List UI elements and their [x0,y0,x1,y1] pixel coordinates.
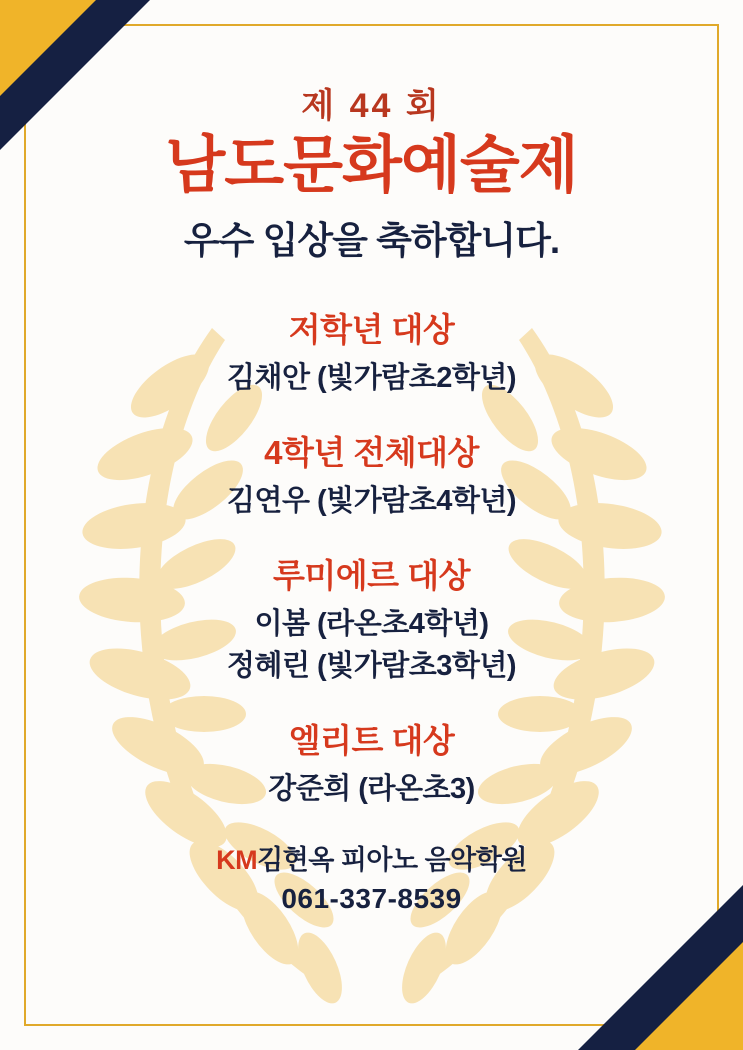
academy-name-text: 김현옥 피아노 음악학원 [257,844,527,875]
award-entry [0,304,743,399]
award-category-title: 저학년 대상 [288,311,455,349]
award-entry [0,550,743,686]
phone-number: 061-337-8539 [281,882,462,914]
award-category-title: 4학년 전체대상 [264,434,479,472]
corner-decoration-top-left-gold [0,0,96,96]
award-winner: 이봄 (라온초4학년) [254,608,489,641]
award-winner: 김연우 (빛가람초4학년) [226,485,517,518]
academy-name [0,838,743,877]
award-list [0,304,743,810]
award-entry [0,427,743,522]
award-category-title: 루미에르 대상 [273,557,470,595]
festival-title: 남도문화예술제 [165,131,578,200]
corner-decoration-bottom-right-gold [635,942,743,1050]
brand-mark: KM [216,844,258,875]
award-winner: 정혜린 (빛가람초3학년) [226,649,517,682]
award-winner: 강준희 (라온초3) [268,772,475,805]
award-category-title: 엘리트 대상 [288,721,455,759]
edition-number: 제 44 회 [301,87,442,125]
award-winner: 김채안 (빛가람초2학년) [226,362,517,395]
congratulations-text: 우수 입상을 축하합니다. [183,220,560,262]
award-entry [0,715,743,810]
